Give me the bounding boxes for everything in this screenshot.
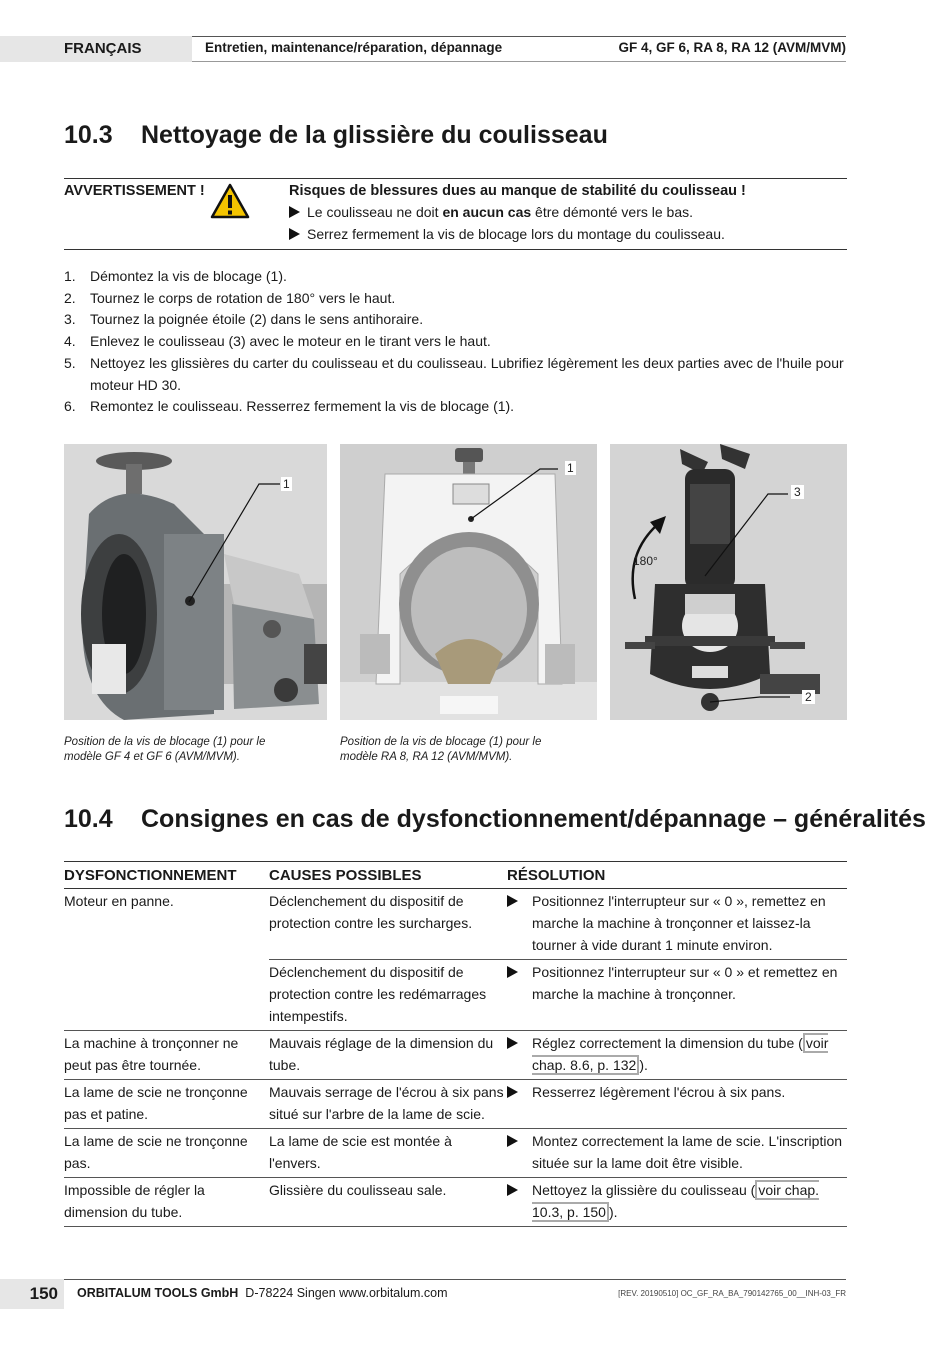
table-row: Moteur en panne. Déclenchement du dispositif de protection contre les surcharges. Positionnez l'interrupteur sur « 0 », remettez en marche la machine à tronçonner et laissez-la tourner à vide durant 1 minute environ. xyxy=(64,889,847,960)
callout-label: 2 xyxy=(802,690,815,704)
arrow-bullet-icon xyxy=(507,1037,518,1049)
language-label: FRANÇAIS xyxy=(64,40,142,57)
rotation-arrow-icon xyxy=(610,444,847,720)
section-number: 10.4 xyxy=(64,805,113,833)
table-row: La lame de scie ne tronçonne pas et patine. Mauvais serrage de l'écrou à six pans situé sur l'arbre de la lame de scie. Resserrez légèrement l'écrou à six pans. xyxy=(64,1080,847,1129)
cross-reference-link[interactable]: voir chap. 10.3, p. 150 xyxy=(532,1182,820,1220)
arrow-bullet-icon xyxy=(507,1135,518,1147)
arrow-bullet-icon xyxy=(289,206,300,218)
figure-caption: Position de la vis de blocage (1) pour le modèle RA 8, RA 12 (AVM/MVM). xyxy=(340,736,542,763)
page-header xyxy=(0,36,950,62)
footer-company: ORBITALUM TOOLS GmbH D-78224 Singen www.orbitalum.com xyxy=(77,1286,448,1300)
warning-item: Serrez fermement la vis de blocage lors du montage du coulisseau. xyxy=(289,226,725,242)
header-section-title: Entretien, maintenance/réparation, dépannage xyxy=(205,40,503,55)
callout-label: 3 xyxy=(791,485,804,499)
table-row: Déclenchement du dispositif de protection contre les redémarrages intempestifs. Positionnez l'interrupteur sur « 0 » et remettez en marche la machine à tronçonner. xyxy=(64,960,847,1031)
table-row: La machine à tronçonner ne peut pas être tournée. Mauvais réglage de la dimension du tube. Réglez correctement la dimension du tube ( voir chap. 8.6, p. 132 ). xyxy=(64,1031,847,1080)
page-number: 150 xyxy=(29,1284,58,1303)
procedure-steps xyxy=(64,266,854,418)
arrow-bullet-icon xyxy=(507,966,518,978)
page-footer xyxy=(0,1279,950,1309)
section-10-4-heading xyxy=(64,805,926,834)
list-item: 2. Tournez le corps de rotation de 180° vers le haut. xyxy=(64,289,396,306)
list-item: 3. Tournez la poignée étoile (2) dans le sens antihoraire. xyxy=(64,311,424,328)
column-header: DYSFONCTIONNEMENT xyxy=(64,862,269,889)
list-item: 4. Enlevez le coulisseau (3) avec le moteur en le tirant vers le haut. xyxy=(64,333,491,350)
section-title: Consignes en cas de dysfonctionnement/dépannage – généralités xyxy=(141,805,926,833)
table-row: La lame de scie ne tronçonne pas. La lame de scie est montée à l'envers. Montez correctement la lame de scie. L'inscription située sur la lame doit être visible. xyxy=(64,1129,847,1178)
list-item: 6. Remontez le coulisseau. Resserrez fermement la vis de blocage (1). xyxy=(64,398,515,415)
section-10-3-heading xyxy=(64,121,608,150)
warning-box xyxy=(64,178,847,250)
troubleshooting-table xyxy=(64,861,847,1227)
warning-item: Le coulisseau ne doit en aucun cas être démonté vers le bas. xyxy=(289,204,693,220)
arrow-bullet-icon xyxy=(507,1086,518,1098)
callout-label: 1 xyxy=(283,477,290,491)
header-models: GF 4, GF 6, RA 8, RA 12 (AVM/MVM) xyxy=(618,40,846,55)
list-item: 1. Démontez la vis de blocage (1). xyxy=(64,268,287,284)
list-item: 5. Nettoyez les glissières du carter du coulisseau et du coulisseau. Lubrifiez légèrement les deux parties avec de l'huile pour moteur HD 30. xyxy=(64,354,844,393)
language-tab xyxy=(0,36,192,62)
warning-title: Risques de blessures dues au manque de stabilité du coulisseau ! xyxy=(289,183,746,199)
warning-label: AVVERTISSEMENT ! xyxy=(64,183,205,199)
callout-label: 1 xyxy=(567,461,574,475)
section-number: 10.3 xyxy=(64,121,113,149)
section-title: Nettoyage de la glissière du coulisseau xyxy=(141,121,608,149)
rotation-angle-label: 180° xyxy=(633,554,658,568)
callout-leader-2 xyxy=(340,444,597,720)
column-header: RÉSOLUTION xyxy=(507,862,847,889)
column-header: CAUSES POSSIBLES xyxy=(269,862,507,889)
arrow-bullet-icon xyxy=(289,228,300,240)
table-row: Impossible de régler la dimension du tube. Glissière du coulisseau sale. Nettoyez la glissière du coulisseau ( voir chap. 10.3, p. 150 ). xyxy=(64,1178,847,1227)
figure-caption: Position de la vis de blocage (1) pour le modèle GF 4 et GF 6 (AVM/MVM). xyxy=(64,736,266,763)
arrow-bullet-icon xyxy=(507,1184,518,1196)
table-header-row xyxy=(64,862,847,889)
arrow-bullet-icon xyxy=(507,895,518,907)
page-number-tab xyxy=(0,1279,64,1309)
cross-reference-link[interactable]: voir chap. 8.6, p. 132 xyxy=(532,1035,829,1073)
footer-doc-reference: [REV. 20190510] OC_GF_RA_BA_790142765_00__INH-03_FR xyxy=(618,1289,846,1298)
warning-triangle-icon xyxy=(210,183,250,219)
